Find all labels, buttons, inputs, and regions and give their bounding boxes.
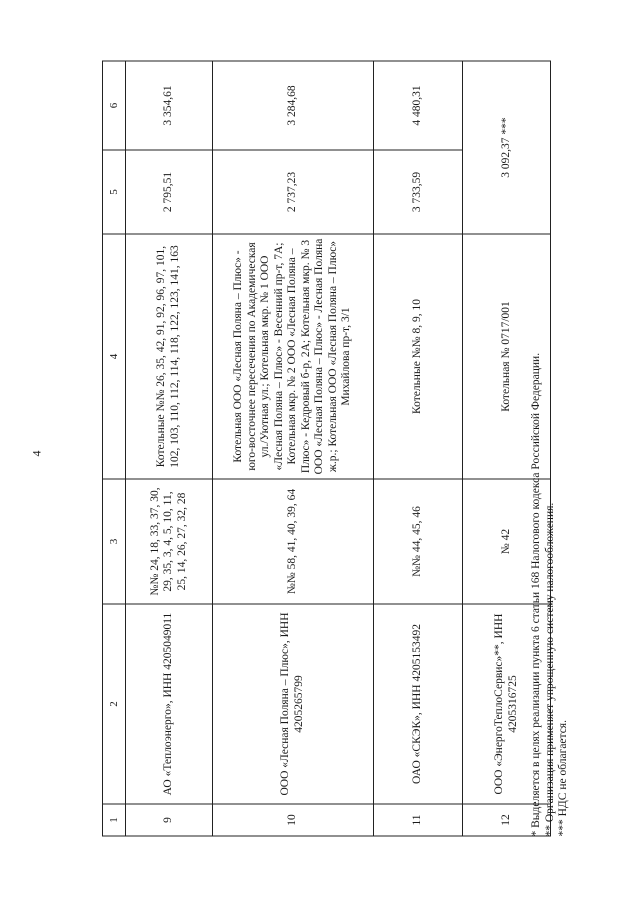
header-cell: 5 — [103, 150, 126, 234]
footnote: *** НДС не облагается. — [557, 720, 570, 837]
rotated-page — [102, 62, 570, 837]
tariff-vat-cell: 4 480,31 — [374, 61, 463, 150]
row-number: 12 — [463, 804, 551, 836]
header-cell: 6 — [103, 61, 126, 150]
table-row — [126, 61, 213, 836]
systems-cell: №№ 24, 18, 33, 37, 30, 29, 35, 3, 4, 5, 10, 11, 25, 14, 26, 27, 32, 28 — [126, 479, 213, 604]
header-cell: 3 — [103, 479, 126, 604]
sources-cell: Котельные №№ 26, 35, 42, 91, 92, 96, 97, 101, 102, 103, 110, 112, 114, 118, 122, 123, 141, 163 — [126, 234, 213, 479]
tariff-table — [102, 61, 551, 837]
systems-cell: № 42 — [463, 479, 551, 604]
organization-cell: ОАО «СКЭК», ИНН 4205153492 — [374, 604, 463, 804]
organization-cell: ООО «ЭнергоТеплоСервис»**, ИНН 4205316725 — [463, 604, 551, 804]
tariff-cell: 3 733,59 — [374, 150, 463, 234]
footnotes — [530, 62, 571, 837]
sources-cell: Котельная ООО «Лесная Поляна – Плюс» - юго-восточнее пересечения по Академическая ул./Уютная ул.; Котельная мкр. № 1 ООО «Лесная Поляна – Плюс» - Весенний пр-т, 7А; Котельная мкр. № 2 ООО «Лесная Поляна – Плюс» - Кедровый б-р, 2А; Котельная мкр. № 3 ООО «Лесная Поляна – Плюс» - Лесная Поляна ж.р.; Котельная ООО «Лесная Поляна – Плюс» Михайлова пр-т, 3/1 — [213, 234, 374, 479]
sources-cell: Котельные №№ 8, 9, 10 — [374, 234, 463, 479]
header-cell: 1 — [103, 804, 126, 836]
organization-cell: ООО «Лесная Поляна – Плюс», ИНН 4205265799 — [213, 604, 374, 804]
table-row — [374, 61, 463, 836]
row-number: 9 — [126, 804, 213, 836]
page-number: 4 — [29, 450, 44, 457]
tariff-cell: 2 795,51 — [126, 150, 213, 234]
tariff-cell: 2 737,23 — [213, 150, 374, 234]
organization-cell: АО «Теплоэнерго», ИНН 4205049011 — [126, 604, 213, 804]
tariff-vat-cell: 3 284,68 — [213, 61, 374, 150]
footnote: * Выделяется в целях реализации пункта 6 статьи 168 Налогового кодекса Российской Федерации. — [530, 352, 542, 837]
systems-cell: №№ 44, 45, 46 — [374, 479, 463, 604]
sources-cell: Котельная № 0717/001 — [463, 234, 551, 479]
table-row — [213, 61, 374, 836]
row-number: 10 — [213, 804, 374, 836]
header-cell: 2 — [103, 604, 126, 804]
tariff-vat-cell: 3 354,61 — [126, 61, 213, 150]
row-number: 11 — [374, 804, 463, 836]
header-cell: 4 — [103, 234, 126, 479]
table-header-row — [103, 61, 126, 836]
footnote: ** Организация применяет упрощенную систему налогообложения. — [543, 502, 556, 837]
tariff-merged-cell: 3 092,37 *** — [463, 61, 551, 234]
systems-cell: №№ 58, 41, 40, 39, 64 — [213, 479, 374, 604]
